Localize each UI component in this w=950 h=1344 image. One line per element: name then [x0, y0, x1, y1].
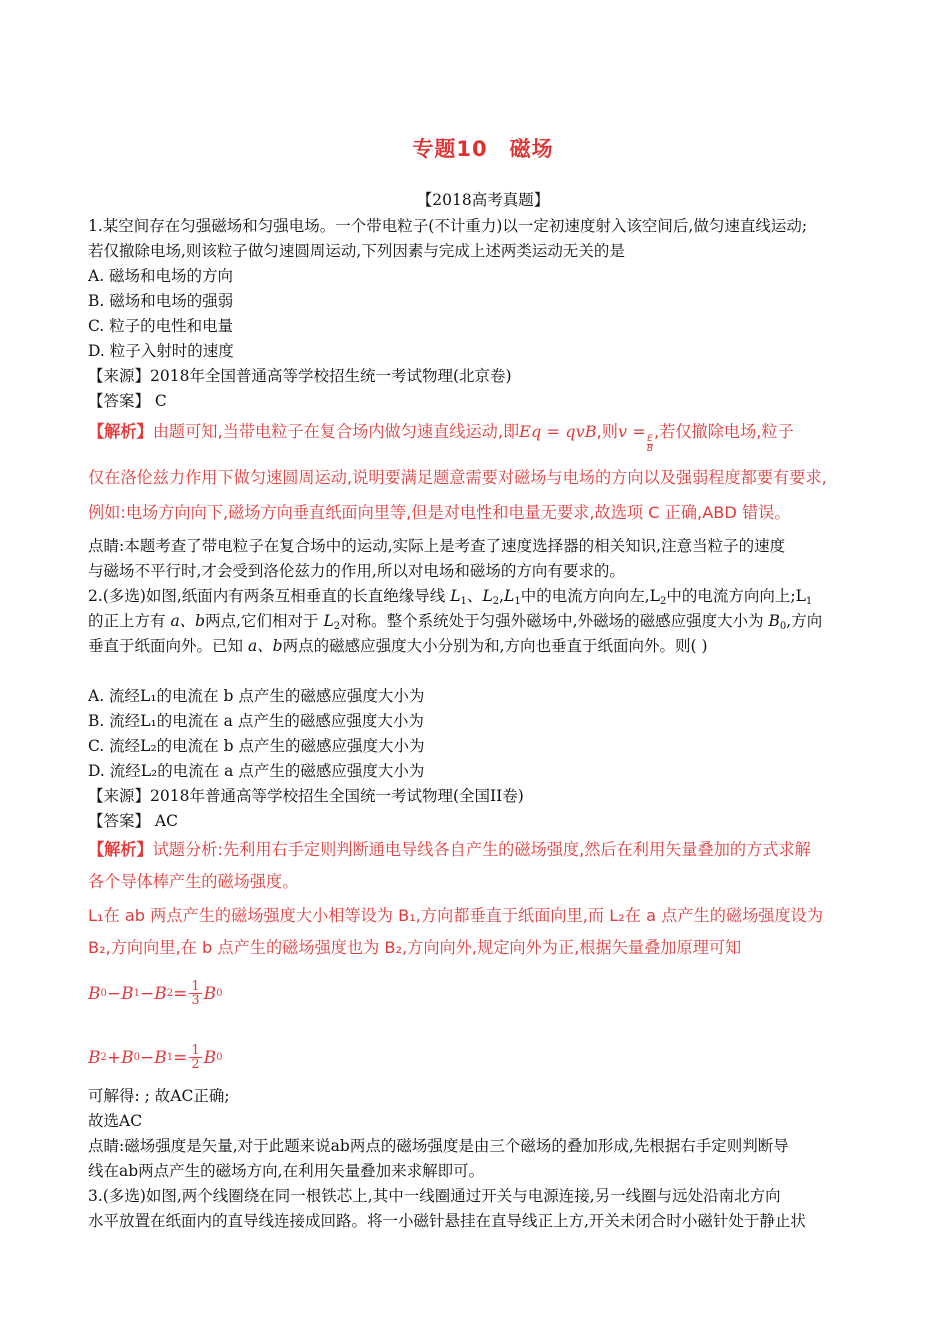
q2-note-line-2: 线在ab两点产生的磁场方向,在利用矢量叠加来求解即可。 [88, 1162, 485, 1180]
q1-note-line-1: 点睛:本题考查了带电粒子在复合场中的运动,实际上是考查了速度选择器的相关知识,注意当粒子的速度 [88, 537, 786, 555]
q2-stem-line-1: 2.(多选)如图,纸面内有两条互相垂直的长直绝缘导线 $L_1$、$L_2,L_1$中的电流方向向左$,L_2$中的电流方向向上$;L_1$ [88, 587, 813, 607]
q2-result: 可解得: ; 故AC正确; [88, 1087, 230, 1105]
q3-stem-line-1: 3.(多选)如图,两个线圈绕在同一根铁芯上,其中一线圈通过开关与电源连接,另一线圈与远处沿南北方向 [88, 1187, 781, 1205]
title-name: 磁场 [509, 137, 554, 161]
q2-stem-line-2: 的正上方有 a、b两点,它们相对于 $L_2$对称。整个系统处于匀强外磁场中,外磁场的磁感应强度大小为 $B_0$,方向 [88, 612, 823, 632]
fraction-one-third: $\frac{1}{3}$ [191, 979, 200, 1008]
q1-source: 【来源】2018年全国普通高等学校招生统一考试物理(北京卷) [88, 367, 512, 385]
q2-analysis-line-2: 各个导体棒产生的磁场强度。 [88, 872, 299, 891]
q2-analysis-tag: 【解析】 [88, 840, 153, 859]
q1-equation-eq-qvb: Eq = qvB [519, 422, 597, 441]
q1-stem-line-2: 若仅撤除电场,则该粒子做匀速圆周运动,下列因素与完成上述两类运动无关的是 [88, 242, 625, 260]
q2-stem-line-3: 垂直于纸面向外。已知 a、b两点的磁感应强度大小分别为和,方向也垂直于纸面向外。则( ) [88, 637, 708, 655]
q2-equation-2: B 2 + B 0 − B 1 = $\frac{1}{2}$ B 0 [88, 1043, 223, 1072]
q2-answer: 【答案】 AC [88, 812, 178, 830]
q2-equation-1: B 0 − B 1 − B 2 = $\frac{1}{3}$ B 0 [88, 979, 223, 1008]
fraction-one-half: $\frac{1}{2}$ [191, 1043, 200, 1072]
q1-option-d: D. 粒子入射时的速度 [88, 342, 234, 360]
title-prefix: 专题10 [412, 137, 488, 161]
q1-analysis-line-3: 例如:电场方向向下,磁场方向垂直纸面向里等,但是对电性和电量无要求,故选项 C 正确,ABD 错误。 [88, 503, 791, 522]
q2-choice: 故选AC [88, 1112, 143, 1130]
q2-analysis-line-3: L₁在 ab 两点产生的磁场强度大小相等设为 B₁,方向都垂直于纸面向里,而 L₂在 a 点产生的磁场强度设为 [88, 906, 824, 925]
q2-option-d: D. 流经L₂的电流在 a 点产生的磁感应强度大小为 [88, 762, 425, 780]
page-title [88, 133, 878, 163]
q1-option-a: A. 磁场和电场的方向 [88, 267, 234, 285]
q1-analysis-line-2: 仅在洛伦兹力作用下做匀速圆周运动,说明要满足题意需要对磁场与电场的方向以及强弱程度都要有要求, [88, 468, 827, 487]
section-heading: 【2018高考真题】 [416, 191, 550, 209]
q2-analysis-line-4: B₂,方向向里,在 b 点产生的磁场强度也为 B₂,方向向外,规定向外为正,根据矢量叠加原理可知 [88, 938, 742, 957]
q2-note-line-1: 点睛:磁场强度是矢量,对于此题来说ab两点的磁场强度是由三个磁场的叠加形成,先根据右手定则判断导 [88, 1137, 789, 1155]
q1-note-line-2: 与磁场不平行时,才会受到洛伦兹力的作用,所以对电场和磁场的方向有要求的。 [88, 562, 625, 580]
q2-option-a: A. 流经L₁的电流在 b 点产生的磁感应强度大小为 [88, 687, 425, 705]
q1-stem-line-1: 1.某空间存在匀强磁场和匀强电场。一个带电粒子(不计重力)以一定初速度射入该空间后,做匀速直线运动; [88, 217, 808, 235]
q3-stem-line-2: 水平放置在纸面内的直导线连接成回路。将一小磁针悬挂在直导线正上方,开关未闭合时小磁针处于静止状 [88, 1212, 806, 1230]
q2-source: 【来源】2018年普通高等学校招生全国统一考试物理(全国II卷) [88, 787, 524, 805]
q1-option-b: B. 磁场和电场的强弱 [88, 292, 234, 310]
q1-analysis-tag: 【解析】 [88, 422, 153, 441]
q2-analysis-line-1: 【解析】试题分析:先利用右手定则判断通电导线各自产生的磁场强度,然后在利用矢量叠加的方式求解 [88, 840, 811, 859]
q1-answer: 【答案】 C [88, 392, 167, 410]
q1-option-c: C. 粒子的电性和电量 [88, 317, 234, 335]
q2-option-c: C. 流经L₂的电流在 b 点产生的磁感应强度大小为 [88, 737, 425, 755]
q2-option-b: B. 流经L₁的电流在 a 点产生的磁感应强度大小为 [88, 712, 424, 730]
q1-fraction-e-over-b: $\frac{E}{B}$ [646, 434, 653, 454]
q1-analysis-line-1: 【解析】由题可知,当带电粒子在复合场内做匀速直线运动,即Eq = qvB,则v = $\frac{E}{B}$ ,若仅撤除电场,粒子 [88, 422, 794, 454]
